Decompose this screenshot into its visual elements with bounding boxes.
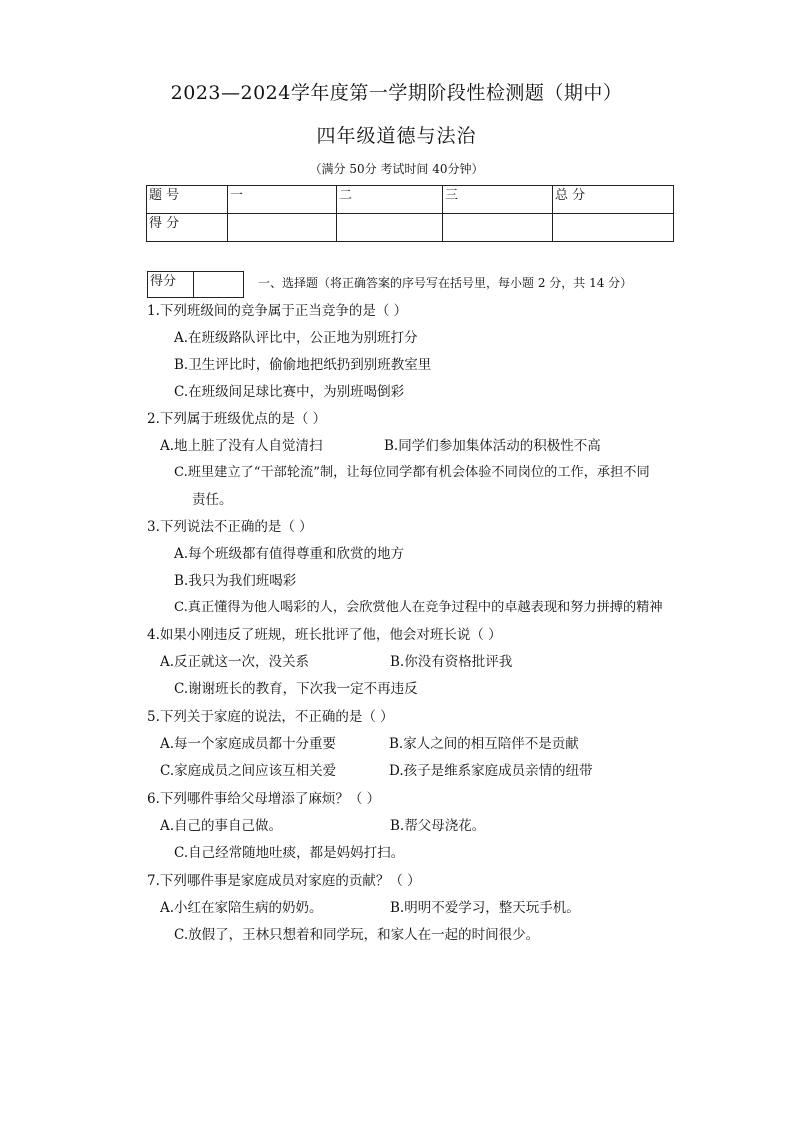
question-option: C.放假了，王林只想着和同学玩，和家人在一起的时间很少。 bbox=[174, 927, 540, 943]
question-option-continued: 责任。 bbox=[192, 492, 233, 508]
question-option: A.每个班级都有值得尊重和欣赏的地方 bbox=[174, 546, 405, 562]
score-table bbox=[146, 185, 674, 242]
question-stem: 2.下列属于班级优点的是（ ） bbox=[147, 411, 327, 427]
question-stem: 6.下列哪件事给父母增添了麻烦？（ ） bbox=[147, 791, 381, 807]
question-stem: 5.下列关于家庭的说法，不正确的是（ ） bbox=[147, 709, 394, 725]
exam-title: 2023—2024学年度第一学期阶段性检测题（期中） bbox=[170, 82, 623, 104]
score-cell: 得 分 bbox=[147, 214, 228, 242]
score-cell: 三 bbox=[443, 186, 553, 214]
question-option: C.班里建立了“干部轮流”制，让每位同学都有机会体验不同岗位的工作，承担不同 bbox=[174, 465, 650, 480]
question-option: B.你没有资格批评我 bbox=[390, 654, 513, 670]
question-option: C.谢谢班长的教育，下次我一定不再违反 bbox=[174, 681, 418, 697]
section-score-box bbox=[147, 271, 244, 298]
question-option: C.真正懂得为他人喝彩的人，会欣赏他人在竞争过程中的卓越表现和努力拼搏的精神 bbox=[174, 600, 663, 615]
question-stem: 1.下列班级间的竞争属于正当竞争的是（ ） bbox=[147, 303, 408, 319]
question-option: A.地上脏了没有人自觉清扫 bbox=[160, 438, 323, 454]
question-option: B.帮父母浇花。 bbox=[390, 818, 486, 834]
question-option: B.明明不爱学习，整天玩手机。 bbox=[390, 900, 580, 916]
question-option: C.在班级间足球比赛中，为别班喝倒彩 bbox=[174, 384, 405, 400]
score-cell: 总 分 bbox=[553, 186, 674, 214]
question-option: A.每一个家庭成员都十分重要 bbox=[160, 736, 337, 752]
question-option: B.同学们参加集体活动的积极性不高 bbox=[384, 438, 601, 454]
score-table-row bbox=[147, 186, 674, 214]
question-stem: 4.如果小刚违反了班规，班长批评了他，他会对班长说（ ） bbox=[147, 627, 502, 643]
score-input-cell[interactable] bbox=[443, 214, 553, 242]
question-stem: 7.下列哪件事是家庭成员对家庭的贡献？（ ） bbox=[147, 873, 421, 889]
score-input-cell[interactable] bbox=[553, 214, 674, 242]
section-score-input[interactable] bbox=[194, 272, 244, 298]
question-option: B.卫生评比时，偷偷地把纸扔到别班教室里 bbox=[174, 357, 432, 373]
score-cell: 一 bbox=[228, 186, 337, 214]
score-cell: 二 bbox=[337, 186, 443, 214]
section-title: 一、选择题（将正确答案的序号写在括号里，每小题 2 分，共 14 分） bbox=[258, 276, 633, 290]
score-input-cell[interactable] bbox=[228, 214, 337, 242]
question-option: A.在班级路队评比中，公正地为别班打分 bbox=[174, 330, 418, 346]
question-option: C.家庭成员之间应该互相关爱 bbox=[160, 763, 337, 779]
section-score-label: 得分 bbox=[148, 272, 194, 298]
exam-note: （满分 50分 考试时间 40分钟） bbox=[309, 162, 484, 176]
question-option: C.自己经常随地吐痰，都是妈妈打扫。 bbox=[174, 845, 405, 861]
score-cell: 题 号 bbox=[147, 186, 228, 214]
question-option: D.孩子是维系家庭成员亲情的纽带 bbox=[389, 763, 593, 779]
question-option: A.反正就这一次，没关系 bbox=[160, 654, 310, 670]
score-input-cell[interactable] bbox=[337, 214, 443, 242]
question-option: B.我只为我们班喝彩 bbox=[174, 573, 297, 589]
question-option: A.自己的事自己做。 bbox=[160, 818, 283, 834]
question-stem: 3.下列说法不正确的是（ ） bbox=[147, 519, 313, 535]
question-option: B.家人之间的相互陪伴不是贡献 bbox=[389, 736, 579, 752]
exam-subtitle: 四年级道德与法治 bbox=[316, 125, 477, 147]
score-table-row bbox=[147, 214, 674, 242]
question-option: A.小红在家陪生病的奶奶。 bbox=[160, 900, 323, 916]
